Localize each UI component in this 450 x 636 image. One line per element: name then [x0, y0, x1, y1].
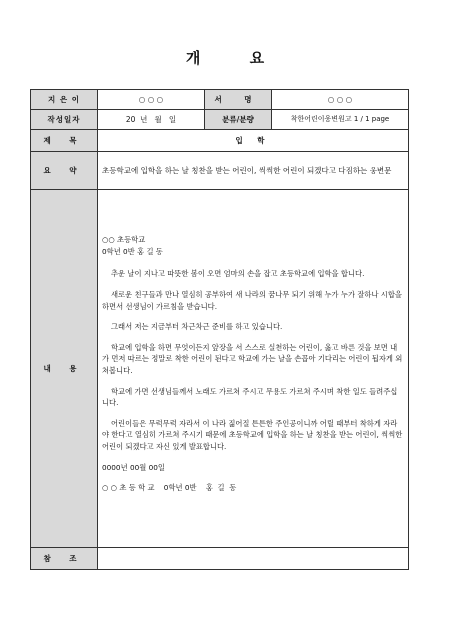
content-paragraph: 학교에 가면 선생님들께서 노래도 가르쳐 주시고 무용도 가르쳐 주시며 착한 일도 들려주십니다.	[102, 386, 398, 408]
reference-row	[31, 548, 409, 570]
content-paragraph: 추운 날이 지나고 따뜻한 봄이 오면 엄마의 손을 잡고 초등학교에 입학을 합니다.	[111, 269, 365, 279]
subject-row	[31, 130, 409, 152]
summary-row	[31, 152, 409, 190]
author-row	[31, 90, 409, 110]
signature-value[interactable]: ○ ○ ○	[272, 90, 409, 110]
summary-label: 요 약	[31, 152, 98, 190]
overview-form	[30, 89, 409, 570]
content-row	[31, 190, 409, 548]
date-value[interactable]: 20 년 월 일	[98, 110, 205, 130]
summary-value[interactable]: 초등학교에 입학을 하는 날 칭찬을 받는 어린이, 씩씩한 어린이 되겠다고 다짐하는 웅변문	[98, 152, 409, 190]
content-signature-line: ○ ○ 초 등 학 교 0학년 0반 홍 길 동	[102, 483, 237, 493]
content-value[interactable]	[98, 190, 409, 548]
signature-label: 서 명	[205, 90, 272, 110]
content-paragraph: 어린이들은 무럭무럭 자라서 이 나라 짊어질 튼튼한 주인공이니까 어릴 때부터 착하게 자라야 한다고 열심히 가르쳐 주시기 때문에 초등학교에 입학을 하는 날 칭찬을 받는 어린이, 씩씩한 어린이 되겠다고 자신 있게 발표합니다.	[102, 418, 403, 451]
date-row	[31, 110, 409, 130]
author-label: 지 은 이	[31, 90, 98, 110]
category-label: 분류/분량	[205, 110, 272, 130]
author-value[interactable]: ○ ○ ○	[98, 90, 205, 110]
category-value[interactable]: 착한어린이웅변원고 1 / 1 page	[272, 110, 409, 130]
content-paragraph: 학교에 입학을 하면 무엇이든지 앞장을 서 스스로 실천하는 어린이, 옳고 바른 것을 보면 내가 먼저 따르는 정말로 착한 어린이 된다고 학교에 가는 날을 손꼽아 기다리는 어린이 됩자게 외쳐봅니다.	[102, 342, 403, 375]
date-label: 작성일자	[31, 110, 98, 130]
content-paragraph: ○○ 초등학교 0학년 0반 홍 길 동	[102, 235, 163, 256]
content-paragraph: 그래서 저는 지금부터 차근차근 준비를 하고 있습니다.	[111, 322, 283, 332]
document-title: 개 요	[185, 49, 287, 67]
content-date: 0000년 00월 00일	[102, 462, 165, 472]
subject-value[interactable]: 입 학	[98, 130, 409, 152]
reference-label: 참 조	[31, 548, 98, 570]
subject-label: 제 목	[31, 130, 98, 152]
content-paragraph: 새로운 친구들과 만나 열심히 공부하여 새 나라의 꿈나무 되기 위해 누가 누가 잘하나 시합을 하면서 선생님이 가르침을 받습니다.	[102, 290, 402, 311]
content-label: 내 용	[31, 190, 98, 548]
reference-value[interactable]	[98, 548, 409, 570]
